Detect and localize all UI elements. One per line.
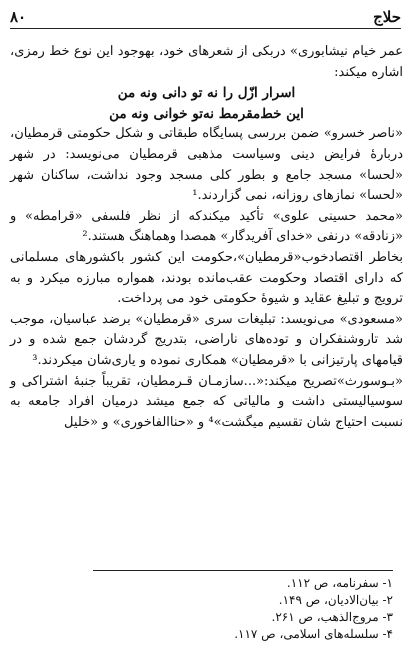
footnotes: [93, 570, 393, 643]
footnote-1: ۱- سفرنامه، ص ۱۱۲.: [286, 576, 393, 590]
paragraph-2: «ناصر خسرو» ضمن بررسی پسایگاه طبقاتی و شکل حکومتی قرمطیان، دربارهٔ فرایض دینی وسیاست مذهبی قرمطیان می‌نویسد: در شهر «لحسا» مسجد جامع و بطور کلی مسجد وجود نداشت، ساکنان شهر «لحسا» نمازهای روزانه، نمی گزاردند.¹: [10, 126, 403, 204]
paragraph-6: «بـوسورث»تصریح میکند:«...سازمـان قـرمطیان، تقریباً جنبهٔ اشتراکی و سوسیالیستی داشت و مالیاتی که جمع میشد درمیان افراد جامعه به نسبت احتیاج شان تقسیم میگشت»⁴ و «حناالفاخوری» و «خلیل: [10, 373, 403, 430]
page-number: ٨٠: [10, 8, 27, 26]
running-title: حلاج: [373, 8, 401, 26]
paragraph-1: عمر خیام نیشابوری» دربکی از شعرهای خود، بهوجود این نوع خط رمزی، اشاره میکند:: [10, 44, 403, 80]
footnote-4: ۴- سلسله‌های اسلامی، ص ۱۱۷.: [234, 627, 393, 641]
page-header: [10, 6, 401, 29]
page-body: [10, 42, 403, 433]
footnote-3: ۳- مروج‌الذهب، ص ۲۶۱.: [271, 610, 393, 624]
paragraph-3: «محمد حسینی علوی» تأکید میکندکه از نظر فلسفی «قرامطه» و «زنادقه» درنفی «خدای آفریدگار» همصدا وهماهنگ هستند.²: [10, 208, 403, 245]
footnote-2: ۲- بیان‌الادیان، ص ۱۴۹.: [278, 593, 393, 607]
verse-line-2: این خط‌مقرمط نه‌تو خوانی ونه من: [109, 105, 304, 122]
verse-line-1: اسرار ازّل را نه تو دانی ونه من: [117, 85, 296, 102]
paragraph-5: «مسعودی» می‌نویسد: تبلیغات سری «قرمطیان» برضد عباسیان، موجب شد تاروشنفکران و توده‌های ناراضی، بتدریج گردشان جمع شده و در قیامهای پارتیزانی با «قرمطیان» همکاری نموده و یاری‌شان میکردند.³: [10, 311, 403, 368]
paragraph-4: بخاطر اقتصادخوب«قرمطیان»،حکومت این کشور باکشورهای مسلمانی که دارای اقتصاد وحکومت عقب‌مانده بودند، همواره مبارزه میکرد و به ترویج و تبلیغ عقاید و شیوهٔ حکومتی خود می پرداخت.: [10, 249, 403, 307]
